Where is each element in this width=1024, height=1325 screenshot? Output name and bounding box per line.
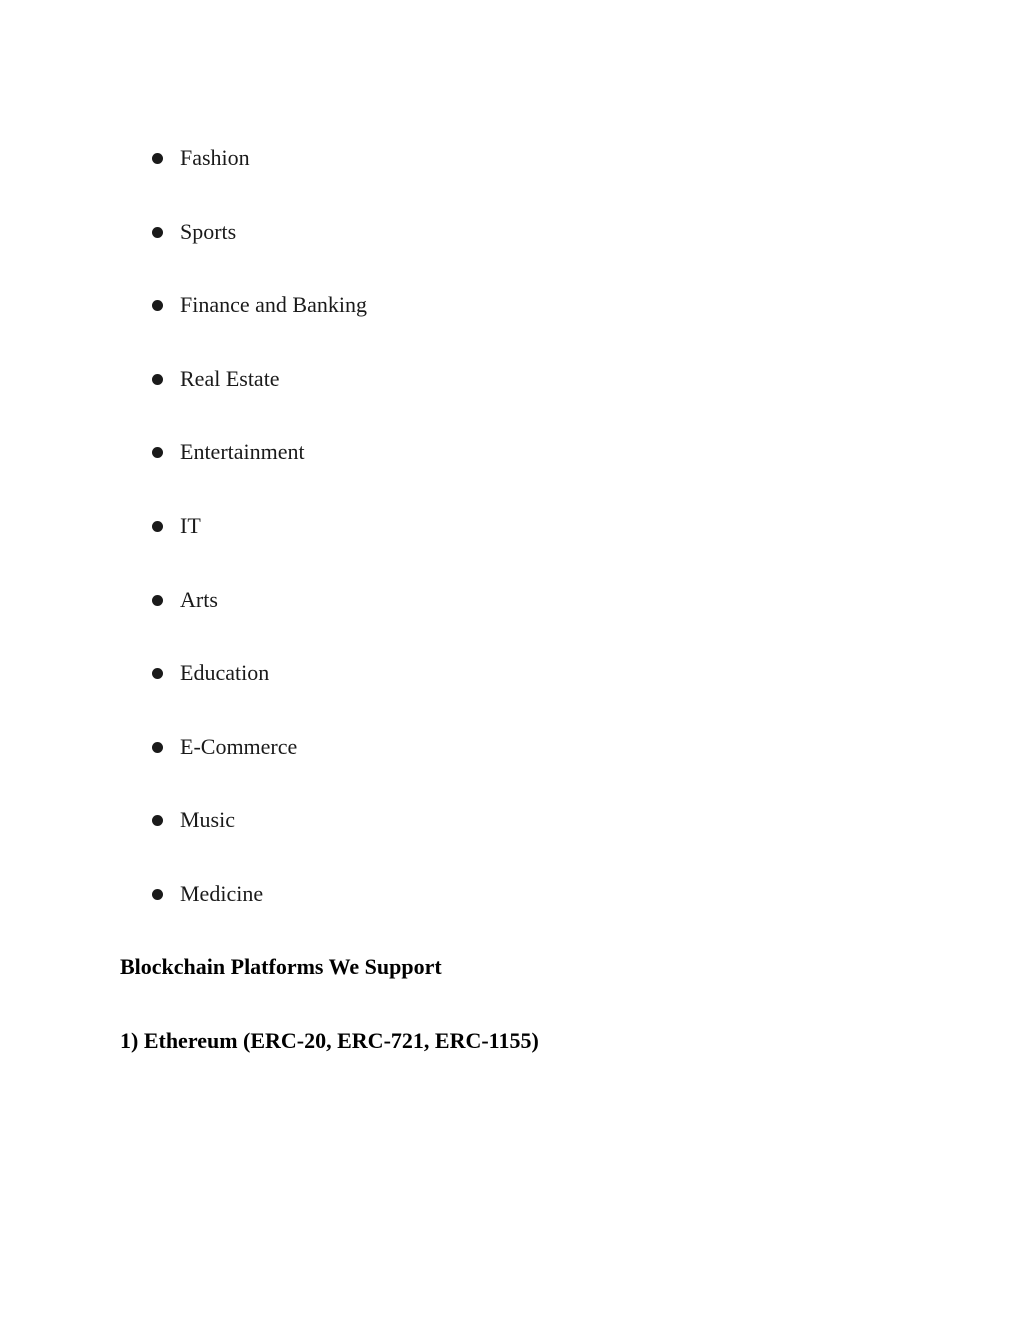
bullet-icon (152, 227, 163, 238)
bullet-icon (152, 889, 163, 900)
bullet-icon (152, 815, 163, 826)
list-item (0, 876, 1024, 950)
list-item (0, 729, 1024, 803)
list-item (0, 508, 1024, 582)
list-item-label: E-Commerce (180, 733, 298, 759)
bullet-icon (152, 742, 163, 753)
list-item-label: Music (180, 807, 235, 833)
industry-list (0, 140, 1024, 950)
list-item-label: Fashion (180, 145, 250, 170)
list-item (0, 655, 1024, 729)
list-item-label: Education (180, 660, 270, 686)
bullet-icon (152, 521, 163, 532)
list-item (0, 287, 1024, 361)
list-item (0, 361, 1024, 435)
list-item (0, 582, 1024, 656)
list-item (0, 140, 1024, 214)
list-item-label: Real Estate (180, 365, 280, 391)
list-item (0, 214, 1024, 288)
list-item-label: Finance and Banking (180, 292, 367, 318)
platform-subheading: 1) Ethereum (ERC-20, ERC-721, ERC-1155) (120, 1028, 539, 1053)
list-item (0, 434, 1024, 508)
bullet-icon (152, 374, 163, 385)
list-item-label: Sports (180, 218, 237, 244)
list-item-label: IT (180, 512, 201, 538)
list-item-label: Medicine (180, 880, 264, 906)
bullet-icon (152, 595, 163, 606)
section-heading: Blockchain Platforms We Support (120, 954, 442, 979)
list-item-label: Arts (180, 586, 218, 612)
bullet-icon (152, 447, 163, 458)
bullet-icon (152, 668, 163, 679)
bullet-icon (152, 300, 163, 311)
list-item (0, 802, 1024, 876)
bullet-icon (152, 153, 163, 164)
list-item-label: Entertainment (180, 439, 305, 465)
